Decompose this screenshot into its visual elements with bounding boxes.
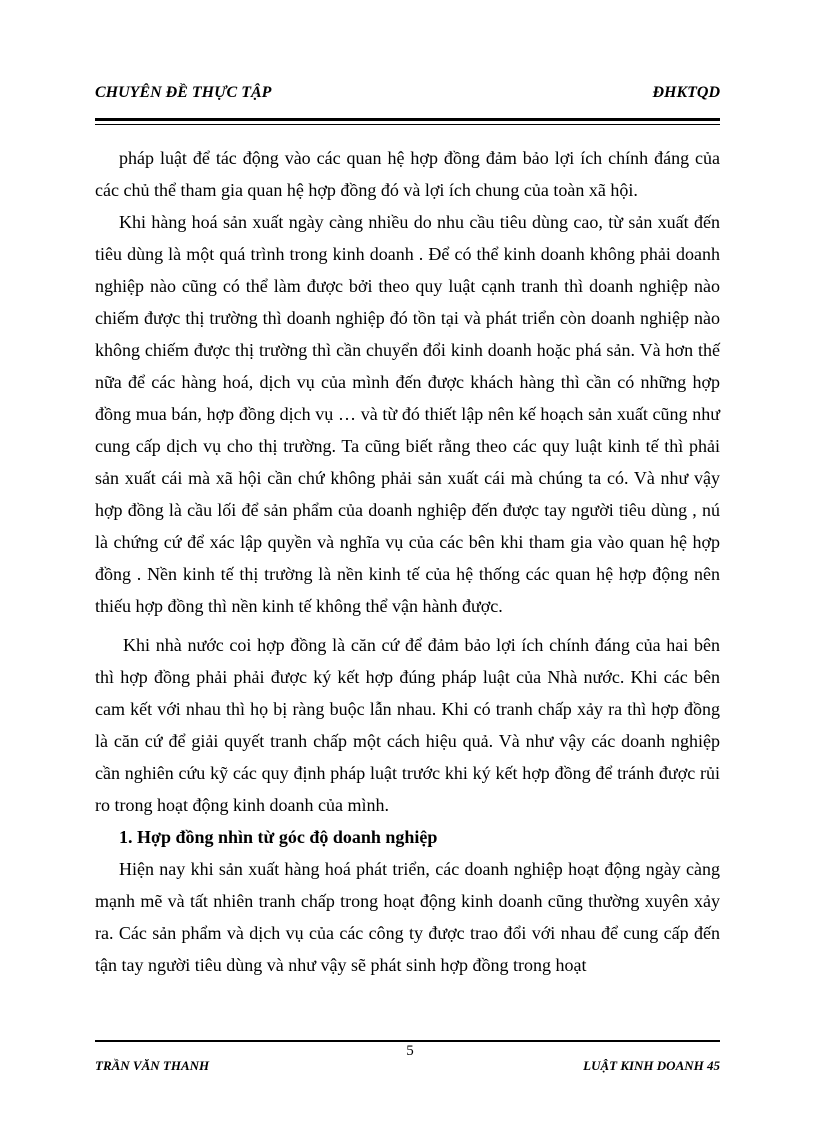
- header-university: ĐHKTQD: [652, 84, 720, 101]
- footer-rule: [95, 1040, 720, 1042]
- page-body: [95, 142, 720, 981]
- footer-course: LUẬT KINH DOANH 45: [583, 1058, 720, 1073]
- page-number: 5: [406, 1043, 414, 1059]
- page-footer: [95, 1058, 720, 1078]
- paragraph-2: Khi hàng hoá sản xuất ngày càng nhiều do nhu cầu tiêu dùng cao, từ sản xuất đến tiêu dùng là một quá trình trong kinh doanh . Để có thể kinh doanh không phải doanh nghiệp nào cũng có thể làm được bởi theo quy luật cạnh tranh thì doanh nghiệp nào chiếm được thị trường thì doanh nghiệp đó tồn tại và phát triển còn doanh nghiệp nào không chiếm được thị trường thì cần chuyển đổi kinh doanh hoặc phá sản. Và hơn thế nữa để các hàng hoá, dịch vụ của mình đến được khách hàng thì cần có những hợp đồng mua bán, hợp đồng dịch vụ … và từ đó thiết lập nên kế hoạch sản xuất cũng như cung cấp dịch vụ cho thị trường. Ta cũng biết rằng theo các quy luật kinh tế thì phải sản xuất cái mà xã hội cần chứ không phải sản xuất cái mà chúng ta có. Và như vậy hợp đồng là cầu lối để sản phẩm của doanh nghiệp đến được tay người tiêu dùng , nú là chứng cứ để xác lập quyền và nghĩa vụ của các bên khi tham gia vào quan hệ hợp đồng . Nền kinh tế thị trường là nền kinh tế của hệ thống các quan hệ hợp động nên thiếu hợp đồng thì nền kinh tế không thể vận hành được.: [95, 212, 720, 616]
- paragraph-1: pháp luật để tác động vào các quan hệ hợp đồng đảm bảo lợi ích chính đáng của các chủ thể tham gia quan hệ hợp đồng đó và lợi ích chung của toàn xã hội.: [95, 148, 720, 200]
- paragraph-4: Hiện nay khi sản xuất hàng hoá phát triển, các doanh nghiệp hoạt động ngày càng mạnh mẽ và tất nhiên tranh chấp trong hoạt động kinh doanh cũng thường xuyên xảy ra. Các sản phẩm và dịch vụ của các công ty được trao đổi với nhau để cung cấp đến tận tay người tiêu dùng và như vậy sẽ phát sinh hợp đồng trong hoạt: [95, 859, 720, 975]
- footer-author: TRẦN VĂN THANH: [95, 1058, 210, 1073]
- section-heading: 1. Hợp đồng nhìn từ góc độ doanh nghiệp: [119, 827, 438, 847]
- paragraph-3: Khi nhà nước coi hợp đồng là căn cứ để đảm bảo lợi ích chính đáng của hai bên thì hợp đồng phải phải được ký kết hợp đúng pháp luật của Nhà nước. Khi các bên cam kết với nhau thì họ bị ràng buộc lẫn nhau. Khi có tranh chấp xảy ra thì hợp đồng là căn cứ để giải quyết tranh chấp một cách hiệu quả. Và như vậy các doanh nghiệp cần nghiên cứu kỹ các quy định pháp luật trước khi ký kết hợp đồng để tránh được rủi ro trong hoạt động kinh doanh của mình.: [95, 635, 720, 815]
- header-rule-thick: [95, 118, 720, 121]
- header-rule-thin: [95, 124, 720, 125]
- header-title: CHUYÊN ĐỀ THỰC TẬP: [95, 84, 272, 101]
- page-header: [95, 84, 720, 106]
